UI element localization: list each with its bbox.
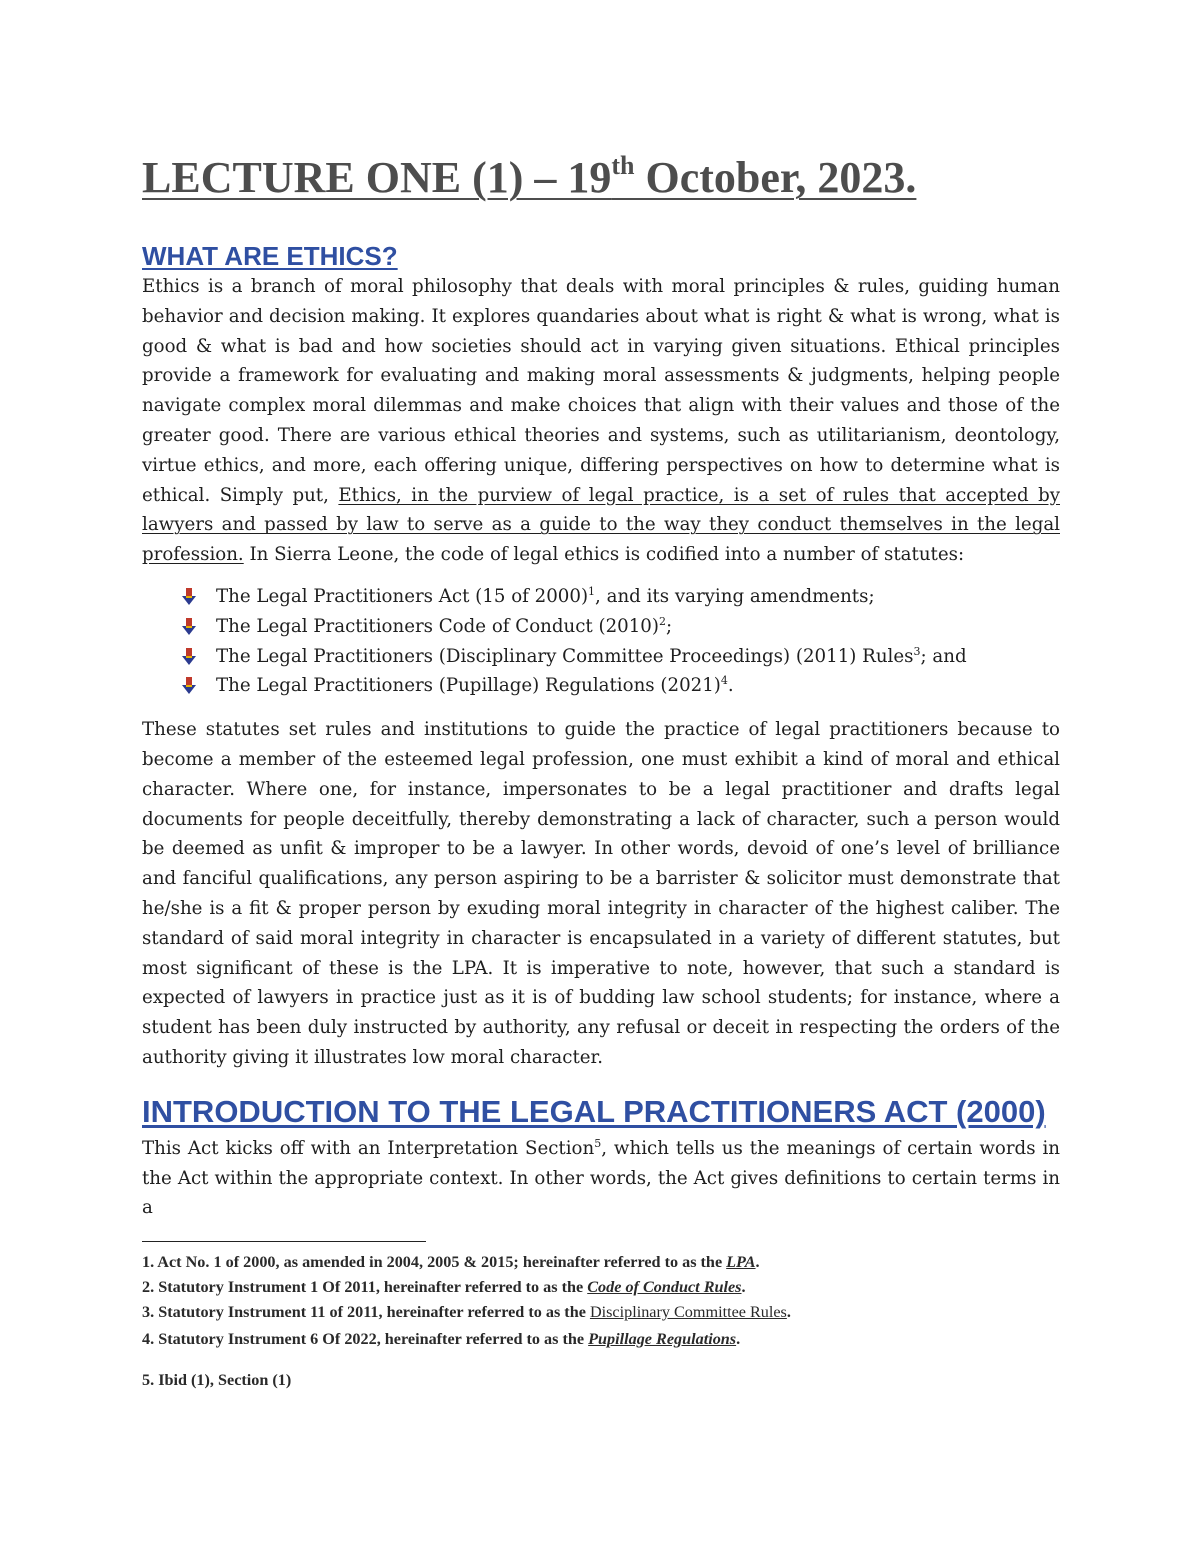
footnote-separator bbox=[142, 1241, 426, 1242]
ethics-text-end: In Sierra Leone, the code of legal ethics is codified into a number of statutes: bbox=[243, 544, 965, 566]
footnote-ref[interactable]: 4 bbox=[720, 674, 728, 688]
footnote-text: 3. Statutory Instrument 11 of 2011, hereinafter referred to as the bbox=[142, 1303, 590, 1322]
footnote-term: LPA bbox=[726, 1253, 756, 1272]
arrow-down-bullet-icon bbox=[182, 588, 196, 606]
document-page bbox=[142, 150, 1060, 1393]
ethics-paragraph bbox=[142, 272, 1060, 570]
title-date: October, 2023. bbox=[634, 153, 917, 202]
lpa-text: This Act kicks off with an Interpretation Section bbox=[142, 1137, 595, 1159]
footnote-term: Pupillage Regulations bbox=[588, 1330, 737, 1349]
statute-tail: ; bbox=[665, 615, 673, 637]
footnote-end: . bbox=[786, 1303, 791, 1322]
arrow-down-bullet-icon bbox=[182, 618, 196, 636]
footnote-ref[interactable]: 3 bbox=[913, 644, 921, 658]
footnote-5: 5. Ibid (1), Section (1) bbox=[142, 1371, 292, 1390]
footnote-term: Disciplinary Committee Rules bbox=[589, 1303, 787, 1322]
footnote-term: Code of Conduct Rules bbox=[587, 1278, 742, 1297]
lpa-text-end: , which tells us the meanings of certain words in the Act within the appropriate context. In other words, the Act gives definitions to certain terms in a bbox=[142, 1137, 1060, 1219]
statute-name: The Legal Practitioners (Pupillage) Regulations (2021) bbox=[216, 675, 721, 697]
footnote-ref[interactable]: 1 bbox=[588, 584, 596, 598]
statute-name: The Legal Practitioners Act (15 of 2000) bbox=[216, 585, 589, 607]
footnote-end: . bbox=[736, 1330, 741, 1349]
footnote-text: 4. Statutory Instrument 6 Of 2022, hereinafter referred to as the bbox=[142, 1330, 589, 1349]
statute-name: The Legal Practitioners (Disciplinary Committee Proceedings) (2011) Rules bbox=[216, 645, 914, 667]
section-heading-ethics: WHAT ARE ETHICS? bbox=[142, 241, 398, 271]
footnote-3 bbox=[142, 1300, 1060, 1325]
footnote-end: . bbox=[741, 1278, 746, 1297]
arrow-down-bullet-icon bbox=[182, 648, 196, 666]
statutes-list bbox=[182, 582, 1060, 701]
list-item bbox=[182, 612, 1060, 642]
statutes-paragraph: These statutes set rules and institutions to guide the practice of legal practitioners because to become a member of the esteemed legal profession, one must exhibit a kind of moral and ethical character. Where one, for instance, impersonates to be a legal practitioner and drafts legal documents for people deceitfully, thereby demonstrating a lack of character, such a person would be deemed as unfit & improper to be a lawyer. In other words, devoid of one’s level of brilliance and fanciful qualifications, any person aspiring to be a barrister & solicitor must demonstrate that he/she is a fit & proper person by exuding moral integrity in character of the highest caliber. The standard of said moral integrity in character is encapsulated in a variety of different statutes, but most significant of these is the LPA. It is imperative to note, however, that such a standard is expected of lawyers in practice just as it is of budding law school students; for instance, where a student has been duly instructed by authority, any refusal or deceit in respecting the orders of the authority giving it illustrates low moral character. bbox=[142, 719, 1060, 1068]
lpa-paragraph bbox=[142, 1134, 1060, 1223]
statute-tail: . bbox=[727, 675, 734, 697]
list-item bbox=[182, 582, 1060, 612]
arrow-down-bullet-icon bbox=[182, 677, 196, 695]
footnote-end: . bbox=[755, 1253, 760, 1272]
statute-name: The Legal Practitioners Code of Conduct (2010) bbox=[216, 615, 659, 637]
footnotes bbox=[142, 1250, 1060, 1393]
footnote-2 bbox=[142, 1275, 1060, 1300]
footnote-4 bbox=[142, 1327, 1060, 1352]
ethics-definition: Ethics, in the purview of legal practice, is a set of rules that accepted by lawyers and passed by law to serve as a guide to the way they conduct themselves in the legal profession. bbox=[142, 484, 1060, 566]
title-text: LECTURE ONE (1) – 19 bbox=[142, 153, 612, 202]
list-item bbox=[182, 642, 1060, 672]
footnote-1 bbox=[142, 1250, 1060, 1275]
section-heading-lpa: INTRODUCTION TO THE LEGAL PRACTITIONERS ACT (2000) bbox=[142, 1093, 1046, 1129]
ethics-text: Ethics is a branch of moral philosophy that deals with moral principles & rules, guiding human behavior and decision making. It explores quandaries about what is right & what is wrong, what is good & what is bad and how societies should act in varying given situations. Ethical principles provide a framework for evaluating and making moral assessments & judgments, helping people navigate complex moral dilemmas and make choices that align with their values and those of the greater good. There are various ethical theories and systems, such as utilitarianism, deontology, virtue ethics, and more, each offering unique, differing perspectives on how to determine what is ethical. Simply put, bbox=[142, 276, 1060, 506]
page-title bbox=[142, 150, 1060, 206]
footnote-text: 1. Act No. 1 of 2000, as amended in 2004, 2005 & 2015; hereinafter referred to as the bbox=[142, 1253, 727, 1272]
footnote-text: 2. Statutory Instrument 1 Of 2011, hereinafter referred to as the bbox=[142, 1278, 588, 1297]
statute-tail: ; and bbox=[920, 645, 967, 667]
title-superscript: th bbox=[611, 151, 635, 180]
list-item bbox=[182, 671, 1060, 701]
footnote-ref[interactable]: 5 bbox=[594, 1136, 602, 1150]
statute-tail: , and its varying amendments; bbox=[595, 585, 875, 607]
footnote-ref[interactable]: 2 bbox=[658, 614, 666, 628]
